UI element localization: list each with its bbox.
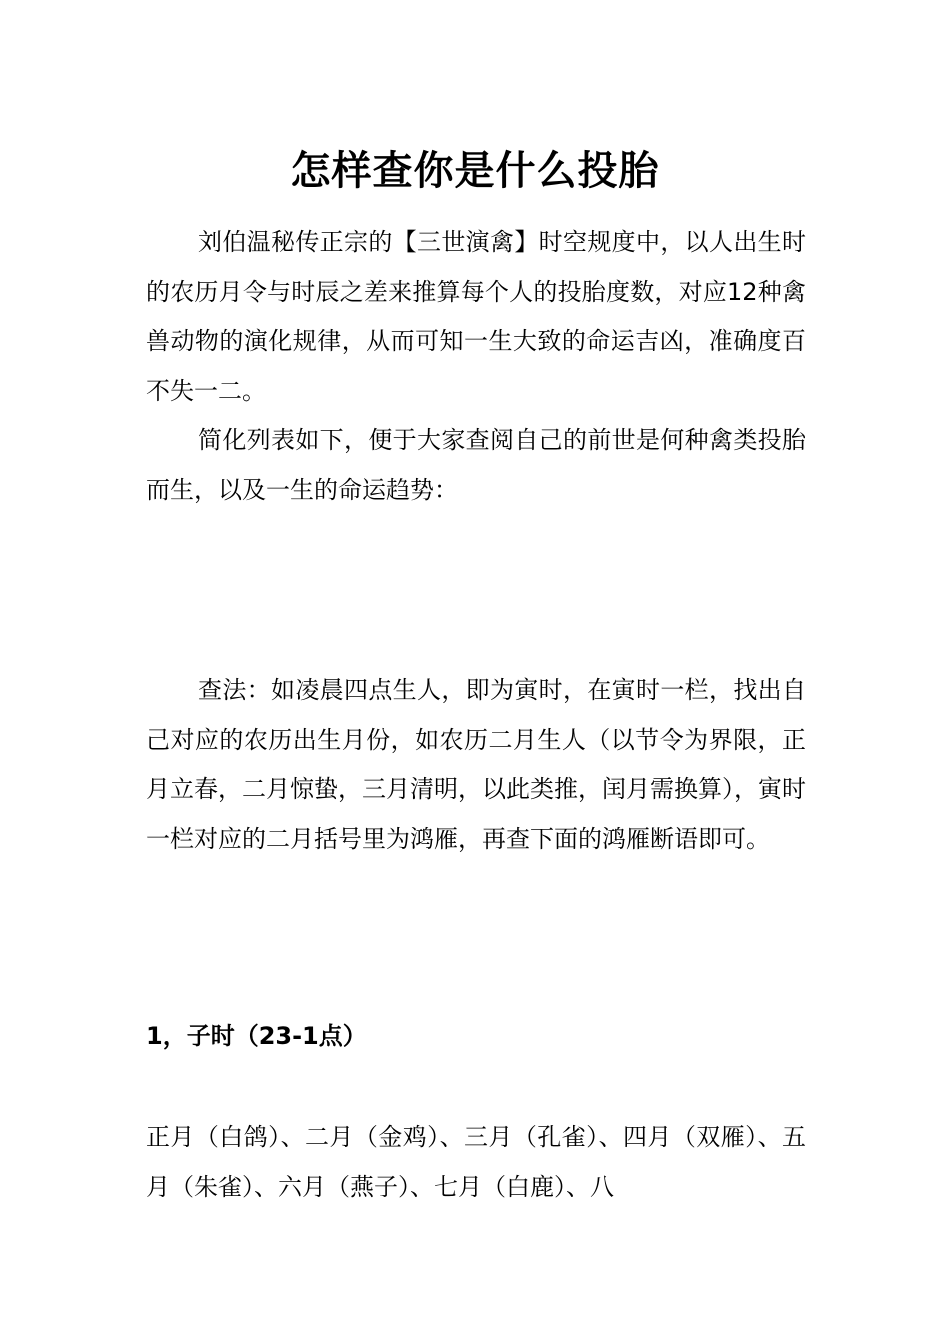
section-heading-zi-hour: 1，子时（23-1点） xyxy=(146,1022,367,1050)
intro-paragraph: 刘伯温秘传正宗的【三世演禽】时空规度中，以人出生时的农历月令与时辰之差来推算每个人的投胎度数，对应12种禽兽动物的演化规律，从而可知一生大致的命运吉凶，准确度百不失一二。 xyxy=(146,228,806,405)
table-note-paragraph: 简化列表如下，便于大家查阅自己的前世是何种禽类投胎而生，以及一生的命运趋势： xyxy=(146,426,806,504)
document-title: 怎样查你是什么投胎 xyxy=(290,146,660,194)
section-text-zi-hour: 正月（白鸽）、二月（金鸡）、三月（孔雀）、四月（双雁）、五月（朱雀）、六月（燕子）、七月（白鹿）、八 xyxy=(146,1123,806,1201)
method-paragraph: 查法：如凌晨四点生人，即为寅时，在寅时一栏，找出自己对应的农历出生月份，如农历二月生人（以节令为界限，正月立春，二月惊蛰，三月清明，以此类推，闰月需换算），寅时一栏对应的二月括号里为鸿雁，再查下面的鸿雁断语即可。 xyxy=(146,676,806,853)
